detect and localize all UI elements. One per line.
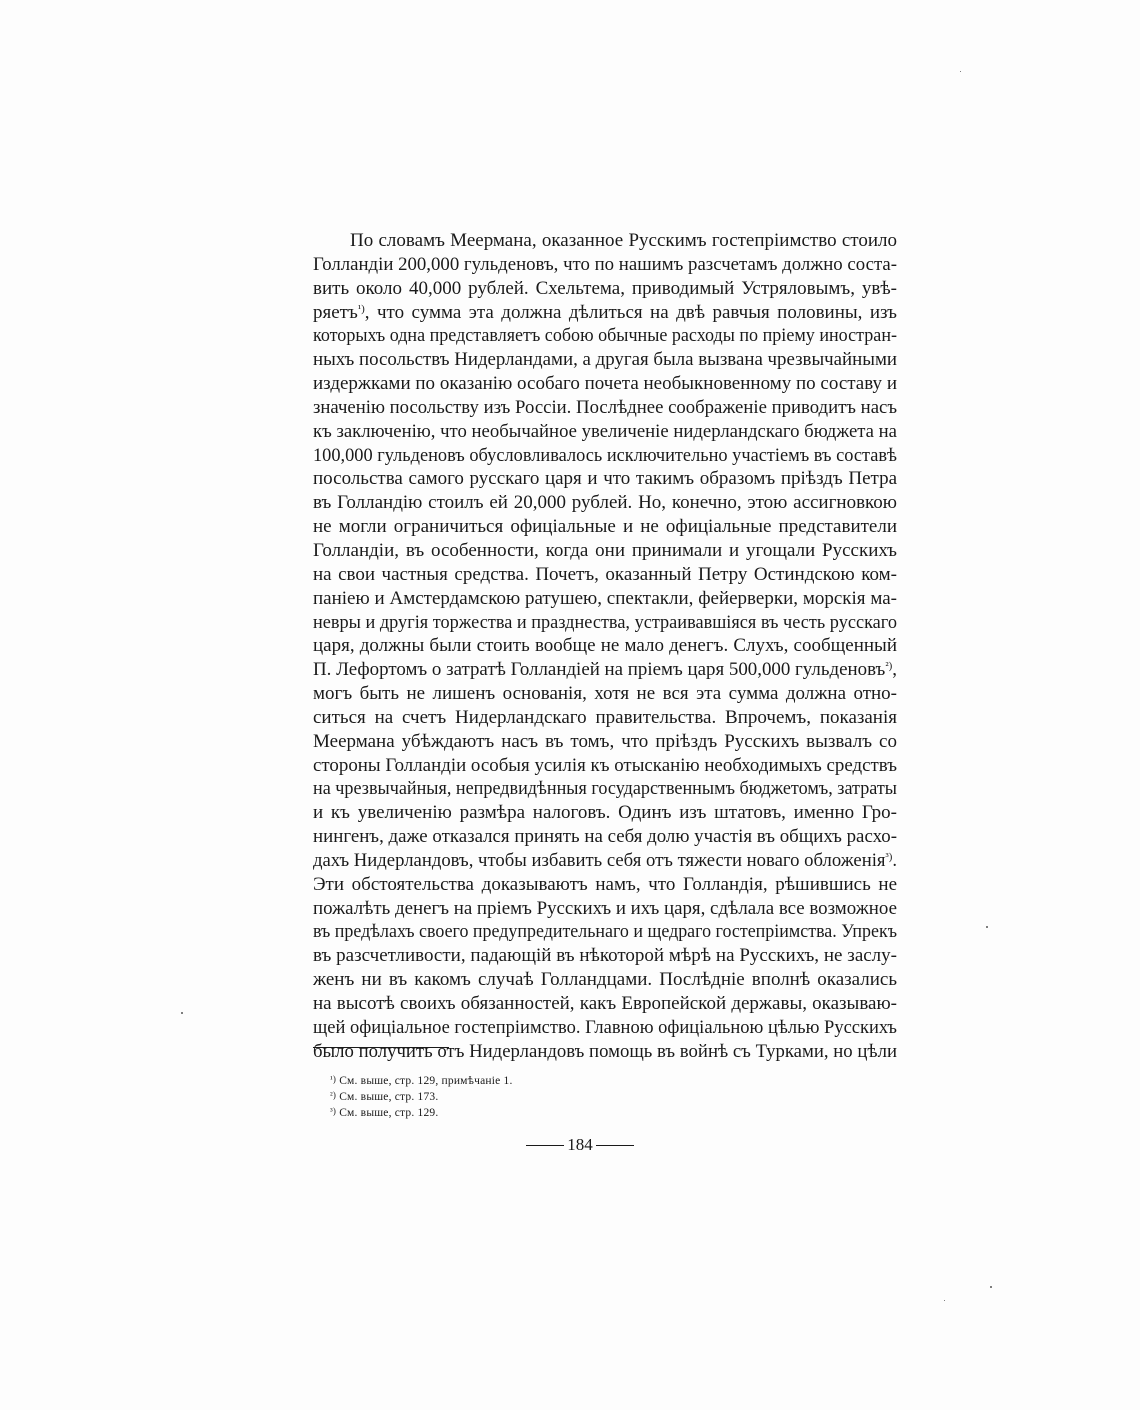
text-line: посольства самого русскаго царя и что такимъ образомъ пріѣздъ Петра (313, 468, 897, 490)
text-line: на высотѣ своихъ обязанностей, какъ Европейской державы, оказываю- (313, 993, 897, 1014)
footnote-reference: ¹) (357, 302, 365, 315)
footnote-2-marker: ²) (330, 1090, 337, 1100)
text-line: къ заключенію, что необычайное увеличеніе нидерландскаго бюджета на (313, 420, 897, 442)
text-line: ситься на счетъ Нидерландскаго правительства. Впрочемъ, показанія (313, 706, 897, 728)
footnote-3-text: См. выше, стр. 129. (339, 1107, 439, 1119)
footnote-1-marker: ¹) (330, 1074, 337, 1084)
page-number-dash-right (596, 1145, 634, 1146)
text-line: невры и другія торжества и празднества, устраивавшіяся въ честь русскаго (313, 611, 897, 633)
text-line: Меермана убѣждаютъ насъ въ томъ, что пріѣздъ Русскихъ вызвалъ со (313, 730, 897, 752)
text-line: Голландіи, въ особенности, когда они принимали и угощали Русскихъ (313, 539, 897, 561)
text-line: паніею и Амстердамскою ратушею, спектакли, фейерверки, морскія ма- (313, 587, 897, 609)
text-line: въ разсчетливости, падающій въ нѣкоторой мѣрѣ на Русскихъ, не заслу- (313, 945, 897, 967)
footnote-1 (330, 1071, 730, 1087)
scan-speck (986, 926, 988, 928)
text-line: нингенъ, даже отказался принять на себя долю участія въ общихъ расхо- (313, 826, 898, 848)
scan-speck (990, 1286, 992, 1288)
text-line: издержками по оказанію особаго почета необыкновенному по составу и (313, 373, 897, 395)
text-line: щей офиціальное гостепріимство. Главною офиціальною цѣлью Русскихъ (313, 1016, 897, 1038)
footnote-2-text: См. выше, стр. 173. (339, 1091, 439, 1103)
text-line: Голландіи 200,000 гульденовъ, что по нашимъ разсчетамъ должно соста- (313, 253, 898, 275)
footnote-separator (313, 1047, 449, 1048)
footnote-3 (330, 1103, 730, 1119)
text-line: По словамъ Меермана, оказанное Русскимъ гостепріимство стоило (350, 230, 897, 251)
text-line: и къ увеличенію размѣра налоговъ. Одинъ изъ штатовъ, именно Гро- (313, 802, 897, 824)
text-line: 100,000 гульденовъ обусловливалось исключительно участіемъ въ составѣ (313, 444, 898, 466)
footnote-3-marker: ³) (330, 1106, 337, 1116)
text-line: П. Лефортомъ о затратѣ Голландіей на пріемъ царя 500,000 гульденовъ$^{^2)}$, (313, 659, 897, 681)
text-line: которыхъ одна представляетъ собою обычные расходы по пріему иностран- (313, 325, 897, 347)
body-text (313, 229, 897, 1064)
text-line: Эти обстоятельства доказываютъ намъ, что Голландія, рѣшившись не (313, 873, 897, 895)
text-line: пожалѣть денегъ на пріемъ Русскихъ и ихъ царя, сдѣлала все возможное (313, 897, 897, 919)
text-line: могъ быть не лишенъ основанія, хотя не вся эта сумма должна отно- (313, 683, 897, 705)
scan-speck (944, 1300, 945, 1301)
page-number-dash-left (526, 1145, 564, 1146)
scan-speck (181, 1012, 183, 1014)
footnote-reference: ²) (885, 660, 893, 673)
text-line: вить около 40,000 рублей. Схельтема, приводимый Устряловымъ, увѣ- (313, 277, 897, 299)
text-line: царя, должны были стоить вообще не мало денегъ. Слухъ, сообщенный (313, 635, 897, 657)
page-number: 184 (567, 1135, 593, 1154)
page-number-row (500, 1134, 660, 1156)
text-line: ныхъ посольствъ Нидерландами, а другая была вызвана чрезвычайными (313, 349, 898, 371)
footnote-2 (330, 1087, 730, 1103)
text-line: не могли ограничиться офиціальные и не офиціальные представители (313, 516, 897, 538)
footnote-reference: ³) (885, 850, 893, 863)
text-line: стороны Голландіи особыя усилія къ отысканію необходимыхъ средствъ (313, 754, 898, 776)
text-line: дахъ Нидерландовъ, чтобы избавить себя отъ тяжести новаго обложенія$^{^3)}$. (313, 849, 898, 871)
footnote-1-text: См. выше, стр. 129, примѣчаніе 1. (339, 1075, 513, 1087)
text-line: на чрезвычайныя, непредвидѣнныя государственнымъ бюджетомъ, затраты (313, 778, 897, 800)
text-line: на свои частныя средства. Почетъ, оказанный Петру Остиндскою ком- (313, 563, 897, 585)
scan-speck (960, 71, 961, 72)
text-line: въ предѣлахъ своего предупредительнаго и щедраго гостепріимства. Упрекъ (313, 921, 897, 943)
footnotes (330, 1071, 730, 1119)
text-line: въ Голландію стоилъ ей 20,000 рублей. Но, конечно, этою ассигновкою (313, 492, 897, 514)
text-line: значенію посольству изъ Россіи. Послѣднее соображеніе приводитъ насъ (313, 396, 898, 418)
text-line: ряетъ$^{^1)}$, что сумма эта должна дѣлиться на двѣ равчыя половины, изъ (313, 301, 897, 323)
text-line: женъ ни въ какомъ случаѣ Голландцами. Послѣдніе вполнѣ оказались (313, 969, 897, 991)
text-line: было получить отъ Нидерландовъ помощь въ войнѣ съ Турками, но цѣли (313, 1040, 897, 1062)
